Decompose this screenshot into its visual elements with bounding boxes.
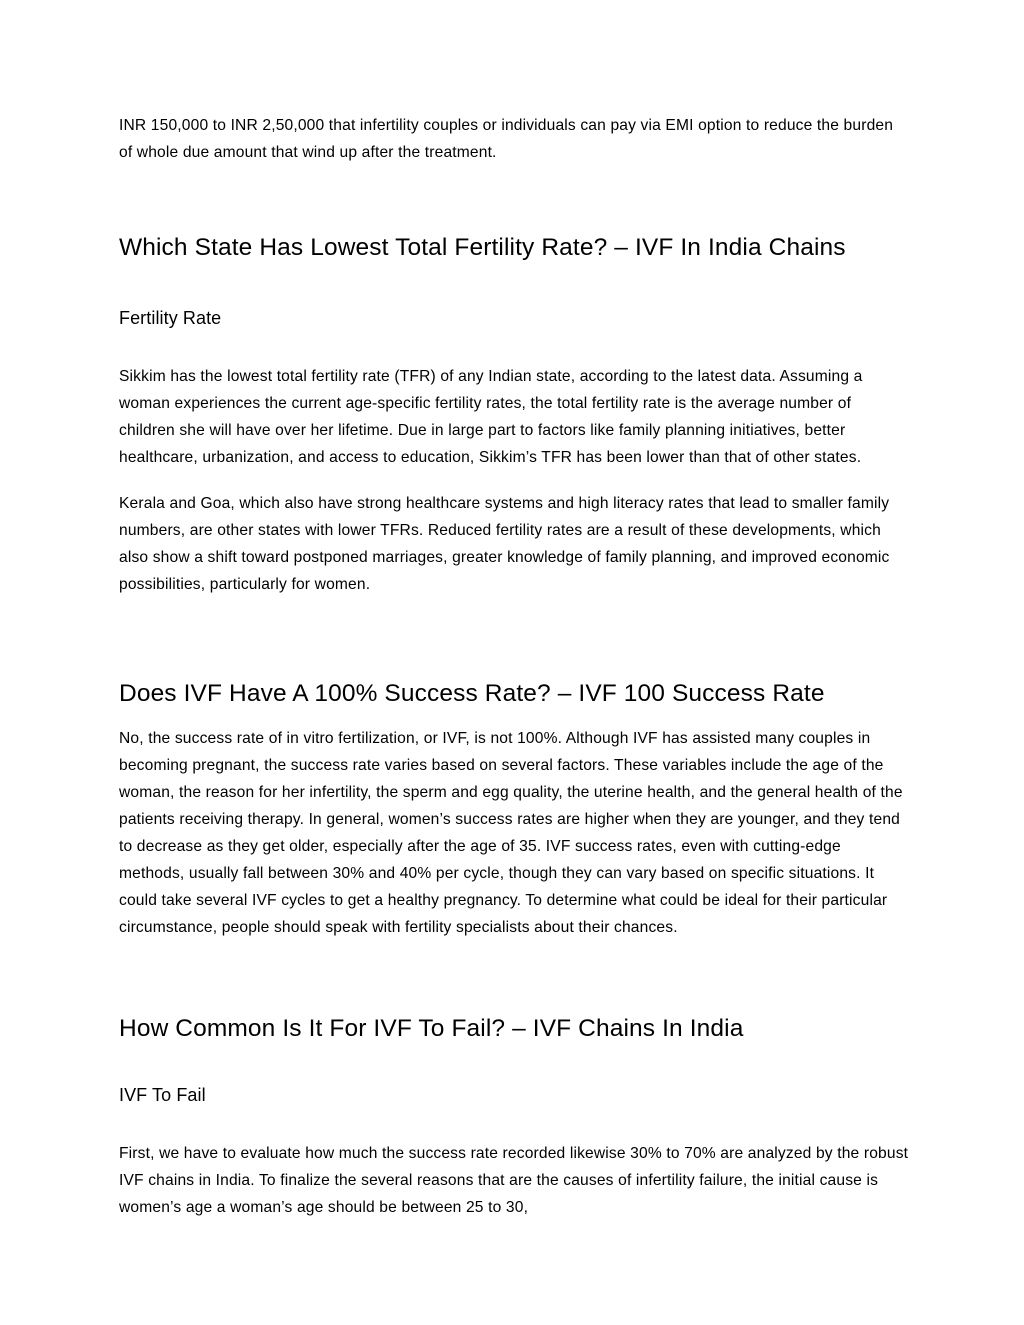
- paragraph-kerala-goa: Kerala and Goa, which also have strong healthcare systems and high literacy rates that lead to smaller family numbers, are other states with lower TFRs. Reduced fertility rates are a result of these developments, which also show a shift toward postponed marriages, greater knowledge of family planning, and improved economic possibilities, particularly for women.: [119, 495, 890, 593]
- spacer: [119, 265, 909, 305]
- heading-100-success-rate: Does IVF Have A 100% Success Rate? – IVF 100 Success Rate: [119, 680, 825, 707]
- paragraph-sikkim-tfr: Sikkim has the lowest total fertility rate (TFR) of any Indian state, according to the latest data. Assuming a woman experiences the current age-specific fertility rates, the total fertility rate is the average number of children she will have over her lifetime. Due in large part to factors like family planning initiatives, better healthcare, urbanization, and access to education, Sikkim’s TFR has been lower than that of other states.: [119, 368, 863, 466]
- spacer: [119, 711, 909, 725]
- paragraph-ivf-fail-detail: First, we have to evaluate how much the success rate recorded likewise 30% to 70% are analyzed by the robust IVF chains in India. To finalize the several reasons that are the causes of infertility failure, the initial cause is women’s age a woman’s age should be between 25 to 30,: [119, 1145, 909, 1216]
- paragraph-success-rate-detail: No, the success rate of in vitro fertilization, or IVF, is not 100%. Although IVF has assisted many couples in becoming pregnant, the success rate varies based on several factors. These variables include the age of the woman, the reason for her infertility, the sperm and egg quality, the uterine health, and the general health of the patients receiving therapy. In general, women’s success rates are higher when they are younger, and they tend to decrease as they get older, especially after the age of 35. IVF success rates, even with cutting-edge methods, usually fall between 30% and 40% per cycle, though they can vary based on specific situations. It could take several IVF cycles to get a healthy pregnancy. To determine what could be ideal for their particular circumstance, people should speak with fertility specialists about their chances.: [119, 730, 903, 936]
- spacer: [119, 1046, 909, 1082]
- subheading-ivf-to-fail: IVF To Fail: [119, 1085, 206, 1105]
- spacer: [119, 471, 909, 490]
- heading-lowest-fertility-rate: Which State Has Lowest Total Fertility Rate? – IVF In India Chains: [119, 234, 846, 261]
- spacer: [119, 1108, 909, 1140]
- spacer: [119, 166, 909, 230]
- document-content-column: [119, 112, 909, 1221]
- intro-paragraph: INR 150,000 to INR 2,50,000 that infertility couples or individuals can pay via EMI option to reduce the burden of whole due amount that wind up after the treatment.: [119, 117, 894, 161]
- subheading-fertility-rate: Fertility Rate: [119, 308, 222, 328]
- heading-how-common-ivf-fail: How Common Is It For IVF To Fail? – IVF Chains In India: [119, 1015, 744, 1042]
- spacer: [119, 941, 909, 1011]
- spacer: [119, 598, 909, 676]
- spacer: [119, 331, 909, 363]
